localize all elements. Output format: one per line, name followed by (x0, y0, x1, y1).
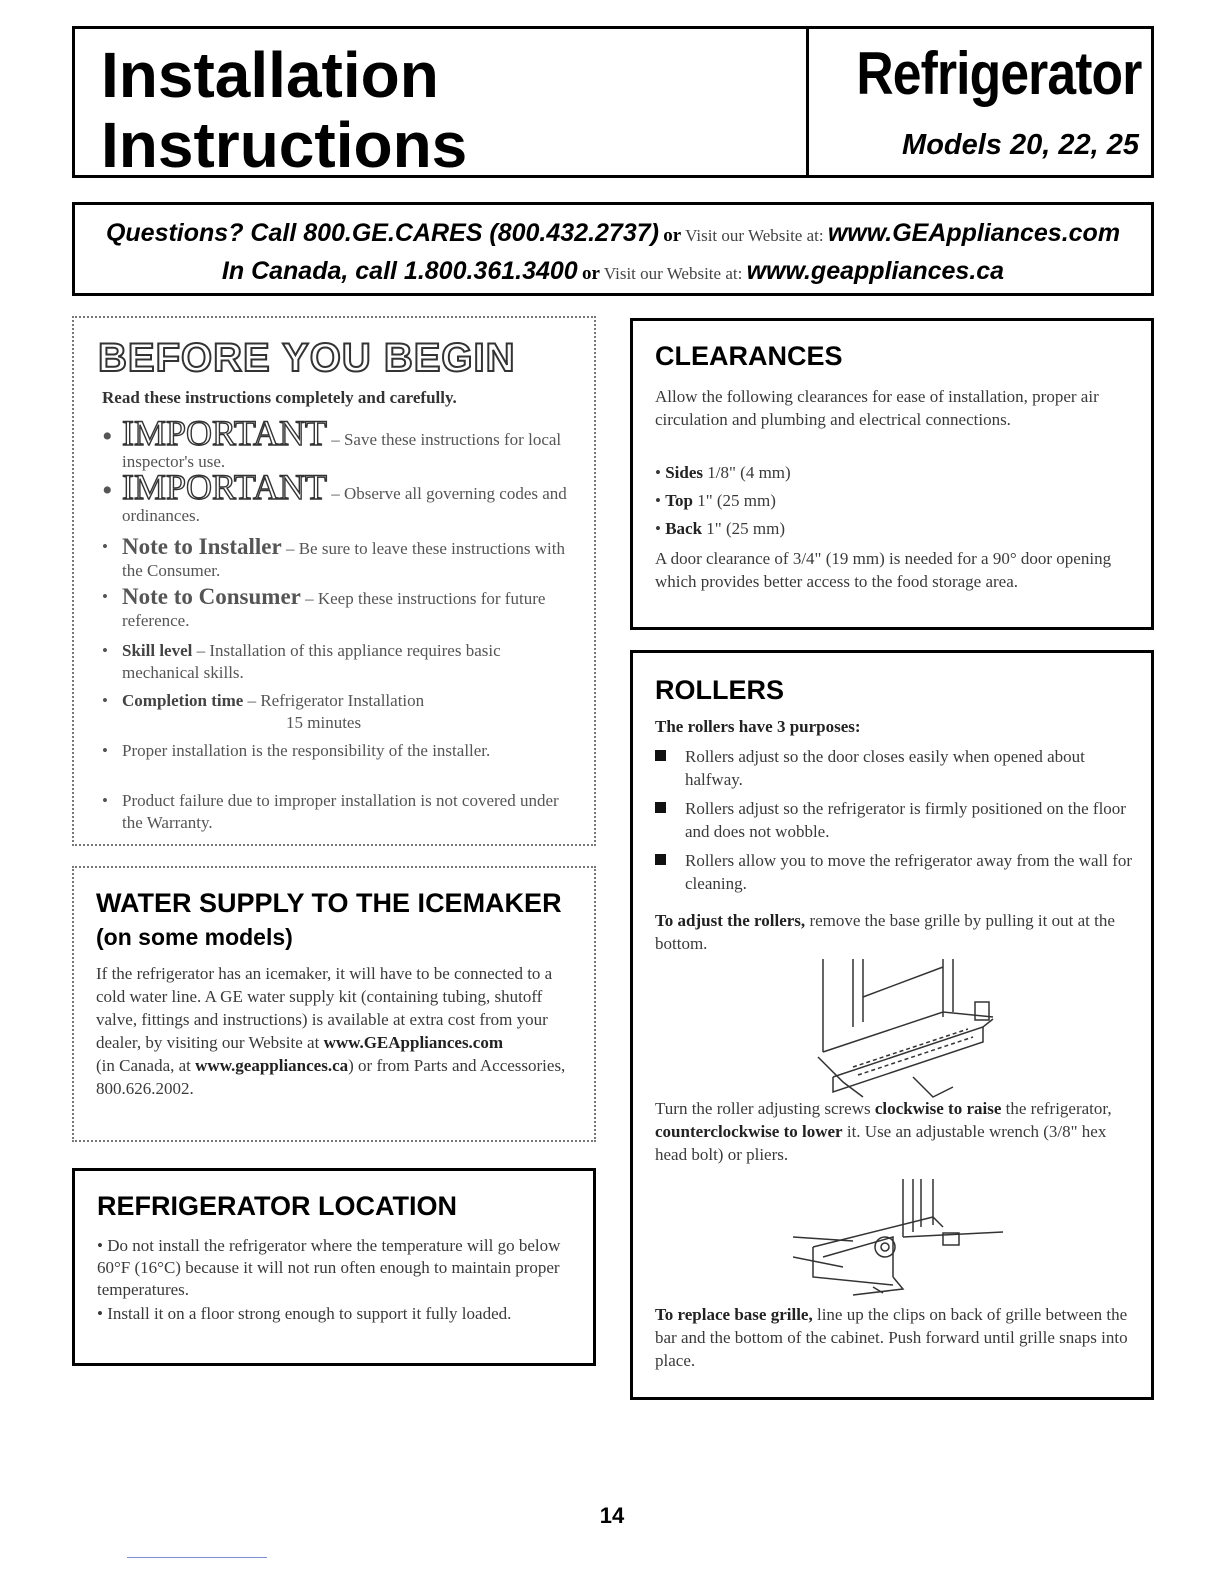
page-number: 14 (599, 1503, 625, 1528)
base-grille-illustration (793, 957, 1003, 1107)
square-bullet-icon (655, 802, 666, 813)
us-website-link[interactable]: www.GEAppliances.com (827, 219, 1121, 247)
important-label: IMPORTANT (122, 413, 327, 453)
rollers-section (630, 650, 1154, 1400)
section-title: WATER SUPPLY TO THE ICEMAKER (96, 888, 562, 918)
square-bullet-icon (655, 750, 666, 761)
contact-box (72, 202, 1154, 296)
contact-us-line (75, 219, 1151, 248)
list-item: • IMPORTANT – Observe all governing codes and ordinances. (102, 467, 567, 525)
list-item: • Product failure due to improper installation is not covered under the Warranty. (102, 791, 559, 832)
list-item: Rollers adjust so the refrigerator is firmly positioned on the floor and does not wobble. (655, 797, 1141, 843)
list-item: • IMPORTANT – Save these instructions for local inspector's use. (102, 413, 562, 471)
models-label: Models 20, 22, 25 (902, 129, 1139, 161)
clearance-sides: • Sides 1/8" (4 mm) (655, 463, 791, 482)
section-lead: The rollers have 3 purposes: (655, 717, 861, 736)
canada-website-link[interactable]: www.geappliances.ca (195, 1056, 349, 1075)
ge-website-link[interactable]: www.GEAppliances.com (323, 1033, 504, 1052)
list-item: • Do not install the refrigerator where the temperature will go below 60°F (16°C) because it will not run often enough to maintain proper temperatures. (97, 1236, 561, 1299)
section-intro: Allow the following clearances for ease of installation, proper air circulation and plumbing and electrical connections. (655, 387, 1099, 429)
us-phone: Questions? Call 800.GE.CARES (800.432.2737) (105, 219, 659, 247)
or-text: or (663, 225, 682, 246)
section-title: BEFORE YOU BEGIN (98, 336, 516, 380)
title-line-2: Instructions (101, 109, 468, 181)
clearances-section (630, 318, 1154, 630)
adjust-instructions: To adjust the rollers, remove the base grille by pulling it out at the bottom. (655, 911, 1115, 953)
refrigerator-location-section (72, 1168, 596, 1366)
list-item: • Note to Consumer – Keep these instructions for future reference. (102, 584, 546, 630)
visit-text: Visit our Website at: (603, 264, 743, 283)
header-title-box (72, 26, 808, 181)
replace-instructions: To replace base grille, line up the clips on back of grille between the bar and the bottom of the cabinet. Push forward until grille snaps into place. (655, 1305, 1128, 1370)
water-supply-section (72, 866, 596, 1142)
note-label: Note to Installer (122, 534, 282, 559)
list-item: • Completion time – Refrigerator Installation 15 minutes (102, 691, 425, 732)
section-title: CLEARANCES (655, 341, 843, 371)
section-body: If the refrigerator has an icemaker, it will have to be connected to a cold water line. A GE water supply kit (containing tubing, shutoff valve, fittings and instructions) is available at extra cost from your dealer, by visiting our Website at www.GEAppliances.com (in Canada, at www.geappliances.ca) or from Parts and Accessories, 800.626.2002. (96, 964, 566, 1098)
important-label: IMPORTANT (122, 467, 327, 507)
title-line-1: Installation (101, 39, 439, 111)
contact-canada-line (75, 257, 1151, 286)
section-title: ROLLERS (655, 675, 785, 705)
roller-adjustment-illustration (793, 1177, 1013, 1301)
footer-rule (127, 1557, 267, 1558)
canada-phone: In Canada, call 1.800.361.3400 (221, 257, 578, 285)
list-item: • Proper installation is the responsibility of the installer. (102, 741, 491, 760)
header-product-box (806, 26, 1154, 178)
list-item: • Note to Installer – Be sure to leave these instructions with the Consumer. (102, 534, 565, 580)
list-item: • Skill level – Installation of this appliance requires basic mechanical skills. (102, 641, 501, 682)
section-title: REFRIGERATOR LOCATION (97, 1191, 457, 1221)
visit-text: Visit our Website at: (685, 226, 824, 245)
clearance-top: • Top 1" (25 mm) (655, 491, 776, 510)
section-lead: Read these instructions completely and carefully. (102, 388, 457, 407)
list-item: • Install it on a floor strong enough to support it fully loaded. (97, 1304, 512, 1323)
door-clearance-note: A door clearance of 3/4" (19 mm) is needed for a 90° door opening which provides better access to the food storage area. (655, 549, 1112, 591)
section-subtitle: (on some models) (96, 924, 293, 950)
canada-website-link[interactable]: www.geappliances.ca (746, 257, 1005, 285)
list-item: Rollers allow you to move the refrigerator away from the wall for cleaning. (655, 849, 1141, 895)
clearance-back: • Back 1" (25 mm) (655, 519, 786, 538)
or-text: or (581, 263, 600, 284)
list-item: Rollers adjust so the door closes easily when opened about halfway. (655, 745, 1141, 791)
note-label: Note to Consumer (122, 584, 301, 609)
before-you-begin-section (72, 316, 596, 846)
square-bullet-icon (655, 854, 666, 865)
turn-instructions: Turn the roller adjusting screws clockwise to raise the refrigerator, counterclockwise to lower it. Use an adjustable wrench (3/8" hex head bolt) or pliers. (655, 1099, 1112, 1164)
product-name: Refrigerator (855, 40, 1141, 107)
